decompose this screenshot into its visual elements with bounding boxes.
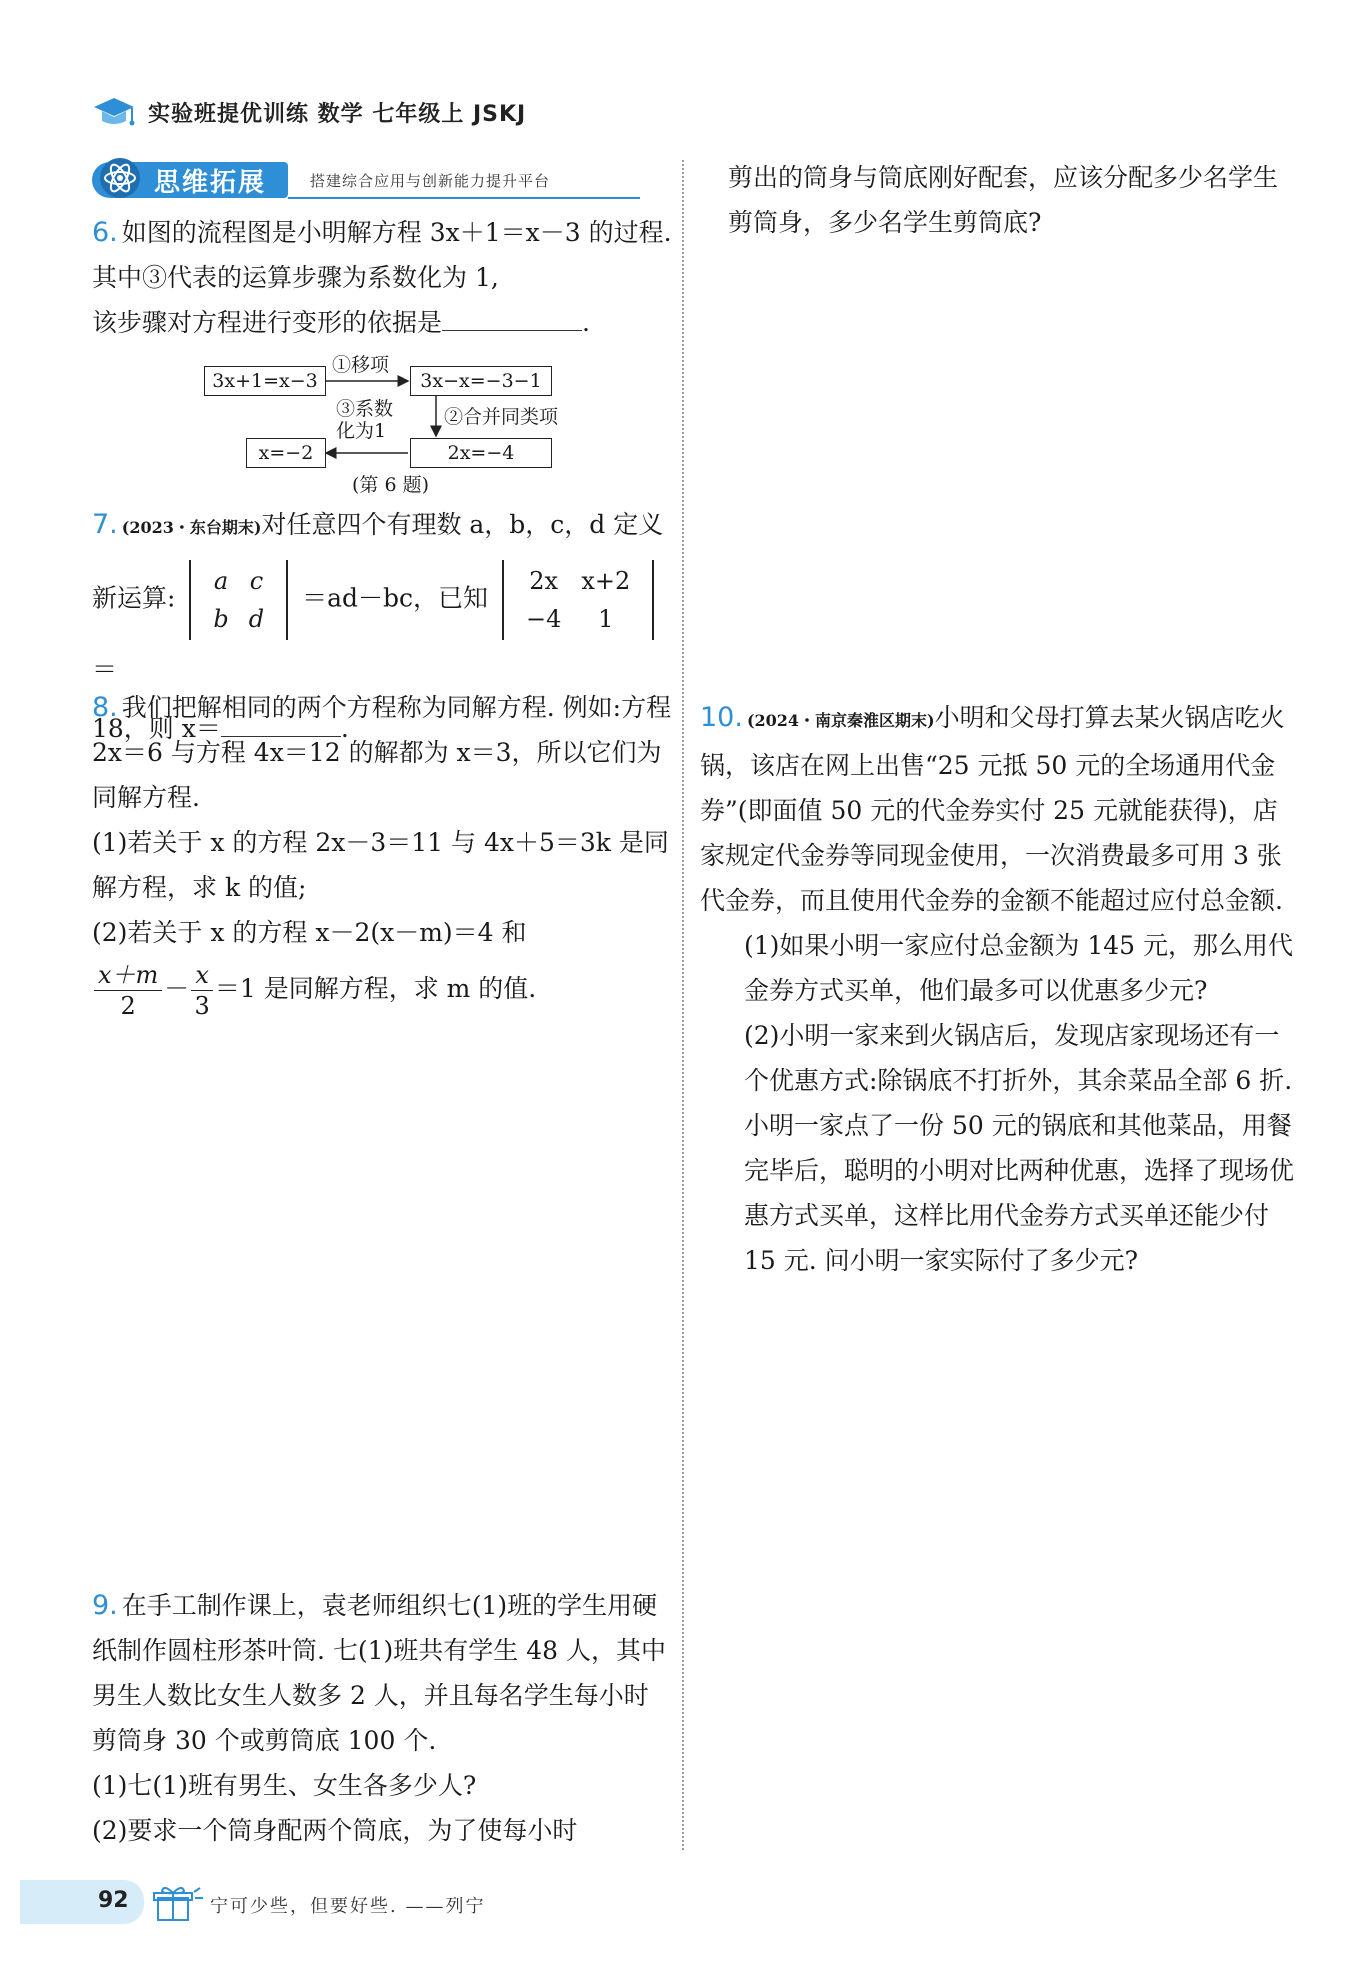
question-9-continued	[728, 155, 1298, 245]
question-text: 在手工制作课上，袁老师组织七(1)班的学生用硬纸制作圆柱形茶叶筒. 七(1)班共有学生 48 人，其中男生人数比女生人数多 2 人，并且每名学生每小时剪筒身 30 个或剪筒底 100 个.	[92, 1591, 667, 1755]
question-number: 10.	[700, 702, 743, 733]
question-number: 8.	[92, 692, 118, 723]
section-subtitle: 搭建综合应用与创新能力提升平台	[310, 172, 551, 190]
flow-box-2: 3x−x=−3−1	[410, 366, 552, 396]
question-6	[92, 210, 672, 345]
question-number: 6.	[92, 217, 118, 248]
det-cell: a	[213, 567, 229, 595]
det-cell: −4	[525, 605, 562, 633]
det-cell: c	[249, 567, 264, 595]
section-label: 思维拓展	[154, 167, 267, 198]
graduation-cap-icon	[92, 95, 136, 129]
question-text: 我们把解相同的两个方程称为同解方程. 例如:方程 2x＝6 与方程 4x＝12 的解都为 x＝3，所以它们为同解方程.	[92, 693, 672, 812]
question-8	[92, 685, 672, 1021]
section-banner	[92, 160, 640, 200]
fraction-numerator: x＋m	[94, 960, 162, 991]
atom-icon	[98, 156, 142, 200]
determinant-1	[189, 560, 288, 640]
fraction-numerator: x	[191, 960, 213, 991]
sub-question-1: (1)如果小明一家应付总金额为 145 元，那么用代金券方式买单，他们最多可以优惠多少元?	[744, 931, 1294, 1005]
question-source-tag: (2023・东台期末)	[121, 518, 262, 537]
flow-box-4: x=−2	[246, 438, 326, 468]
page-header	[92, 92, 526, 132]
period: .	[582, 308, 590, 337]
question-text: 18，则 x＝	[92, 714, 221, 743]
det-cell: 2x	[529, 567, 559, 595]
question-10	[700, 695, 1300, 1283]
answer-blank[interactable]	[442, 302, 582, 331]
flow-step-3a: ③系数	[336, 398, 394, 420]
flow-step-2: ②合并同类项	[444, 406, 559, 428]
fraction-denominator: 2	[120, 992, 136, 1020]
flow-step-1: ①移项	[332, 354, 390, 376]
det-cell: d	[248, 605, 265, 633]
question-text: ＝1 是同解方程，求 m 的值.	[214, 974, 537, 1003]
question-source-tag: (2024・南京秦淮区期末)	[746, 711, 935, 730]
det-cell: b	[213, 605, 229, 633]
flowchart	[200, 354, 600, 498]
question-number: 7.	[92, 509, 118, 540]
section-underline	[288, 197, 640, 199]
page-footer	[20, 1880, 640, 1930]
det-cell: x+2	[581, 567, 631, 595]
minus-sign: －	[164, 974, 190, 1003]
det-cell: 1	[598, 605, 614, 633]
determinant-2	[502, 560, 654, 640]
flow-box-1: 3x+1=x−3	[204, 366, 326, 396]
fraction-1	[94, 960, 162, 1021]
sub-question-1: (1)若关于 x 的方程 2x－3＝11 与 4x＋5＝3k 是同解方程，求 k 的值;	[92, 828, 669, 902]
sub-question-2: (2)小明一家来到火锅店后，发现店家现场还有一个优惠方式:除锅底不打折外，其余菜品全部 6 折. 小明一家点了一份 50 元的锅底和其他菜品，用餐完毕后，聪明的小明对比两种优惠，选择了现场优惠方式买单，这样比用代金券方式买单还能少付 15 元. 问小明一家实际付了多少元?	[744, 1021, 1295, 1275]
question-text: ＝	[92, 655, 118, 684]
book-title: 实验班提优训练 数学 七年级上 JSKJ	[148, 101, 527, 127]
period: .	[340, 714, 349, 743]
flow-step-3b: 化为1	[336, 420, 387, 442]
question-text: 小明和父母打算去某火锅店吃火锅，该店在网上出售“25 元抵 50 元的全场通用代金券”(即面值 50 元的代金券实付 25 元就能获得)，店家规定代金券等同现金使用，一次消费最多可用 3 张代金券，而且使用代金券的金额不能超过应付总金额.	[700, 703, 1285, 915]
gift-box-icon	[148, 1884, 206, 1924]
fraction-denominator: 3	[194, 992, 210, 1020]
sub-question-2: (2)要求一个筒身配两个筒底，为了使每小时	[92, 1816, 578, 1845]
sub-question-2-continued: 剪出的筒身与筒底刚好配套，应该分配多少名学生剪筒身，多少名学生剪筒底?	[728, 163, 1279, 237]
question-text: 如图的流程图是小明解方程 3x＋1＝x－3 的过程. 其中③代表的运算步骤为系数化为 1,	[92, 218, 672, 292]
sub-question-1: (1)七(1)班有男生、女生各多少人?	[92, 1771, 477, 1800]
fraction-2	[191, 960, 213, 1021]
question-text: 对任意四个有理数 a，b，c，d 定义	[261, 510, 664, 539]
figure-caption: (第 6 题)	[352, 474, 429, 496]
page-number: 92	[98, 1888, 129, 1913]
question-text: ＝ad－bc，已知	[302, 583, 489, 613]
question-9	[92, 1583, 672, 1853]
question-text: 新运算:	[92, 583, 176, 613]
flow-box-3: 2x=−4	[410, 438, 552, 468]
column-divider	[682, 160, 684, 1850]
question-number: 9.	[92, 1590, 118, 1621]
question-text: 该步骤对方程进行变形的依据是	[92, 308, 443, 337]
sub-question-2: (2)若关于 x 的方程 x－2(x－m)＝4 和	[92, 918, 527, 947]
footer-quote: 宁可少些，但要好些. ——列宁	[210, 1896, 486, 1917]
